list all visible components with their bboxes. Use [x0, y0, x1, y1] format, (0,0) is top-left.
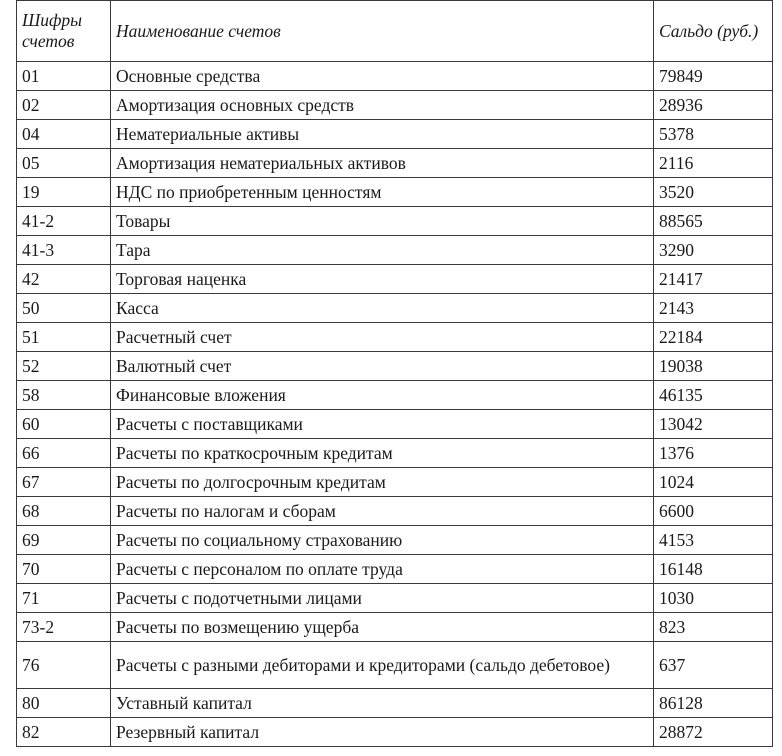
- table-header-row: [17, 1, 773, 62]
- account-name: Расчеты по социальному страхованию: [111, 526, 654, 555]
- account-name: Резервный капитал: [111, 718, 654, 747]
- account-name: Тара: [111, 236, 654, 265]
- account-name: Основные средства: [111, 62, 654, 91]
- table-row: [17, 468, 773, 497]
- account-name: Касса: [111, 294, 654, 323]
- table-row: [17, 91, 773, 120]
- account-code: 50: [17, 294, 111, 323]
- table-row: [17, 149, 773, 178]
- table-row: [17, 410, 773, 439]
- table-row: [17, 207, 773, 236]
- account-balance: 2143: [654, 294, 773, 323]
- account-code: 80: [17, 689, 111, 718]
- account-name: Валютный счет: [111, 352, 654, 381]
- account-code: 41-3: [17, 236, 111, 265]
- account-balance: 22184: [654, 323, 773, 352]
- account-name: Нематериальные активы: [111, 120, 654, 149]
- account-balance: 6600: [654, 497, 773, 526]
- table-row: [17, 323, 773, 352]
- account-balance: 16148: [654, 555, 773, 584]
- account-code: 51: [17, 323, 111, 352]
- account-name: Товары: [111, 207, 654, 236]
- account-balance: 2116: [654, 149, 773, 178]
- account-balance: 79849: [654, 62, 773, 91]
- account-name: Расчеты по долгосрочным кредитам: [111, 468, 654, 497]
- account-name: Уставный капитал: [111, 689, 654, 718]
- account-name: Торговая наценка: [111, 265, 654, 294]
- account-code: 04: [17, 120, 111, 149]
- table-row: [17, 689, 773, 718]
- account-name: Расчеты с разными дебиторами и кредиторами (сальдо дебетовое): [111, 642, 654, 689]
- account-code: 60: [17, 410, 111, 439]
- account-balance: 823: [654, 613, 773, 642]
- account-code: 41-2: [17, 207, 111, 236]
- account-name: Расчеты с персоналом по оплате труда: [111, 555, 654, 584]
- account-balance: 46135: [654, 381, 773, 410]
- account-balance: 21417: [654, 265, 773, 294]
- account-code: 68: [17, 497, 111, 526]
- account-name: Расчеты по краткосрочным кредитам: [111, 439, 654, 468]
- table-row: [17, 236, 773, 265]
- account-code: 19: [17, 178, 111, 207]
- account-code: 52: [17, 352, 111, 381]
- header-account-name: Наименование счетов: [111, 1, 654, 62]
- header-balance: Сальдо (руб.): [654, 1, 773, 62]
- account-name: Расчетный счет: [111, 323, 654, 352]
- account-code: 42: [17, 265, 111, 294]
- account-code: 66: [17, 439, 111, 468]
- account-code: 01: [17, 62, 111, 91]
- table-row: [17, 381, 773, 410]
- account-balance: 3290: [654, 236, 773, 265]
- account-balance: 13042: [654, 410, 773, 439]
- table-row: [17, 62, 773, 91]
- table-row: [17, 352, 773, 381]
- table-body: [17, 62, 773, 747]
- table-row: [17, 265, 773, 294]
- table-row: [17, 555, 773, 584]
- account-name: НДС по приобретенным ценностям: [111, 178, 654, 207]
- account-name: Амортизация основных средств: [111, 91, 654, 120]
- table-row: [17, 294, 773, 323]
- table-row: [17, 120, 773, 149]
- account-name: Амортизация нематериальных активов: [111, 149, 654, 178]
- account-balance: 5378: [654, 120, 773, 149]
- account-code: 70: [17, 555, 111, 584]
- account-code: 76: [17, 642, 111, 689]
- account-code: 02: [17, 91, 111, 120]
- account-code: 69: [17, 526, 111, 555]
- table-row: [17, 613, 773, 642]
- header-account-code: Шифры счетов: [17, 1, 111, 62]
- document-page: [16, 0, 772, 747]
- table-row: [17, 497, 773, 526]
- account-code: 82: [17, 718, 111, 747]
- table-row: [17, 642, 773, 689]
- account-balance: 88565: [654, 207, 773, 236]
- table-row: [17, 584, 773, 613]
- account-balance: 86128: [654, 689, 773, 718]
- account-name: Расчеты с поставщиками: [111, 410, 654, 439]
- account-code: 05: [17, 149, 111, 178]
- accounts-table: [16, 0, 773, 747]
- account-code: 58: [17, 381, 111, 410]
- account-balance: 19038: [654, 352, 773, 381]
- account-balance: 28872: [654, 718, 773, 747]
- table-row: [17, 178, 773, 207]
- account-code: 71: [17, 584, 111, 613]
- account-balance: 4153: [654, 526, 773, 555]
- account-balance: 3520: [654, 178, 773, 207]
- account-balance: 637: [654, 642, 773, 689]
- table-row: [17, 526, 773, 555]
- account-code: 67: [17, 468, 111, 497]
- account-name: Расчеты с подотчетными лицами: [111, 584, 654, 613]
- account-name: Расчеты по налогам и сборам: [111, 497, 654, 526]
- account-name: Финансовые вложения: [111, 381, 654, 410]
- account-balance: 1030: [654, 584, 773, 613]
- table-row: [17, 718, 773, 747]
- account-balance: 1376: [654, 439, 773, 468]
- account-code: 73-2: [17, 613, 111, 642]
- account-balance: 28936: [654, 91, 773, 120]
- table-row: [17, 439, 773, 468]
- account-balance: 1024: [654, 468, 773, 497]
- account-name: Расчеты по возмещению ущерба: [111, 613, 654, 642]
